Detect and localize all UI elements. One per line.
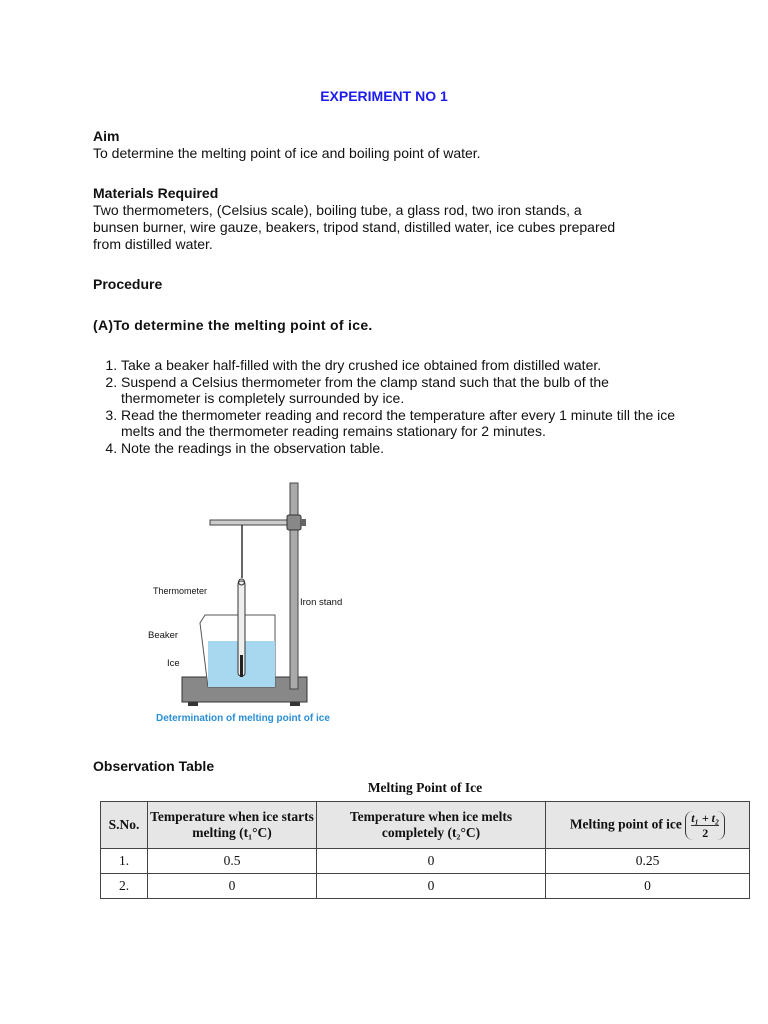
procedure-steps <box>93 357 681 456</box>
list-item: 2. Suspend a Celsius thermometer from the clamp stand such that the bulb of the thermometer is completely surrounded by ice. <box>121 374 681 407</box>
formula-numerator: t₁ + t₂ <box>691 810 720 825</box>
cell: 1. <box>101 849 148 874</box>
table-row <box>101 874 750 899</box>
cell: 0.5 <box>148 849 317 874</box>
table-header-row <box>101 802 750 849</box>
aim-heading: Aim <box>93 128 120 144</box>
procedure-heading: Procedure <box>93 276 163 292</box>
header-sno: S.No. <box>101 802 148 849</box>
list-item: 4. Note the readings in the observation table. <box>121 440 681 457</box>
header-end-temp: Temperature when ice melts completely (t₂°C) <box>317 802 546 849</box>
observation-heading: Observation Table <box>93 758 215 774</box>
procedure-subheading: (A)To determine the melting point of ice. <box>93 317 373 333</box>
label-iron-stand: Iron stand <box>300 597 343 608</box>
cell: 0 <box>148 874 317 899</box>
materials-line: from distilled water. <box>93 236 213 252</box>
label-thermometer: Thermometer <box>153 586 208 596</box>
cell: 0 <box>317 874 546 899</box>
materials-line: Two thermometers, (Celsius scale), boiling tube, a glass rod, two iron stands, a <box>93 202 582 218</box>
apparatus-figure <box>130 475 390 735</box>
apparatus-diagram <box>130 475 390 735</box>
formula <box>685 811 725 840</box>
header-melting-point <box>546 802 750 849</box>
cell: 0.25 <box>546 849 750 874</box>
header-start-temp: Temperature when ice starts melting (t₁°C) <box>148 802 317 849</box>
list-item: 3. Read the thermometer reading and record the temperature after every 1 minute till the ice melts and the thermometer reading remains stationary for 2 minutes. <box>121 407 681 440</box>
list-item: 1. Take a beaker half-filled with the dry crushed ice obtained from distilled water. <box>121 357 681 374</box>
materials-line: bunsen burner, wire gauze, beakers, tripod stand, distilled water, ice cubes prepared <box>93 219 616 235</box>
table-row <box>101 849 750 874</box>
materials-heading: Materials Required <box>93 185 219 201</box>
cell: 2. <box>101 874 148 899</box>
figure-caption: Determination of melting point of ice <box>156 713 330 724</box>
observation-table <box>100 801 750 899</box>
materials-text <box>93 202 615 253</box>
table-title: Melting Point of Ice <box>367 780 483 795</box>
page-title: EXPERIMENT NO 1 <box>320 88 448 104</box>
label-beaker: Beaker <box>148 630 179 641</box>
header-melting-point-label: Melting point of ice <box>569 816 682 832</box>
aim-text: To determine the melting point of ice and boiling point of water. <box>93 145 481 161</box>
cell: 0 <box>317 849 546 874</box>
formula-denominator: 2 <box>702 825 709 840</box>
label-ice: Ice <box>167 658 180 669</box>
cell: 0 <box>546 874 750 899</box>
